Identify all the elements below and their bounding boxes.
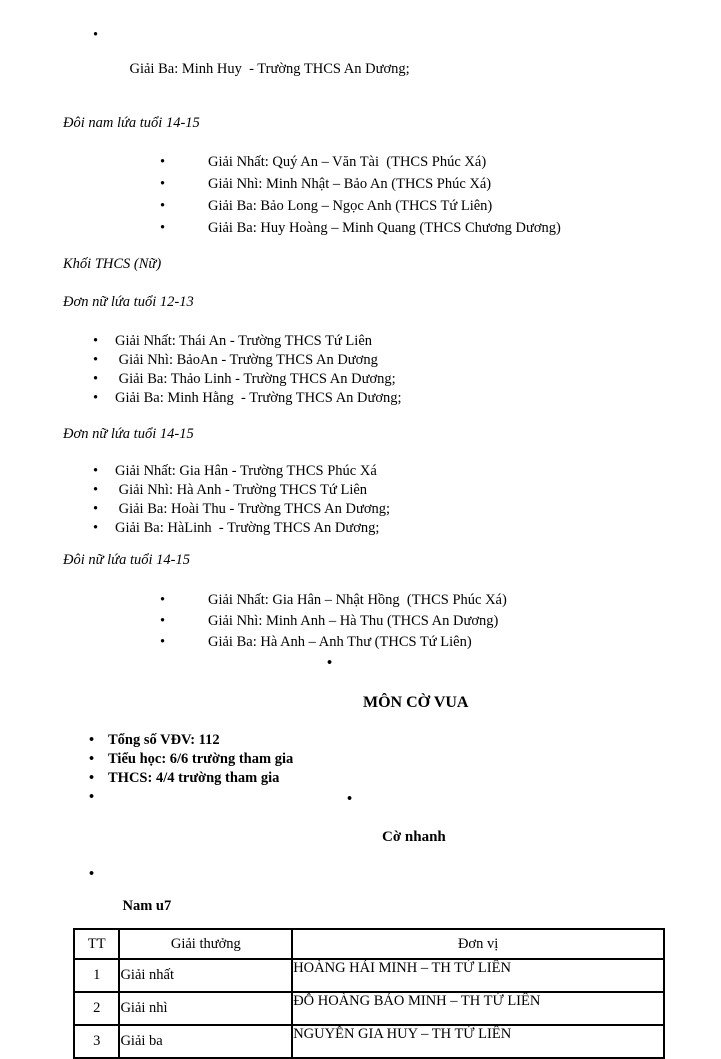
award-item-text: Giải Ba: Thảo Linh - Trường THCS An Dương; bbox=[115, 371, 396, 387]
award-item-text: Giải Nhì: Minh Nhật – Bảo An (THCS Phúc Xá) bbox=[208, 176, 492, 192]
bullet-icon: • bbox=[93, 371, 99, 387]
table-header-unit: Đơn vị bbox=[292, 929, 664, 959]
table-cell-tt: 3 bbox=[74, 1025, 119, 1058]
award-item-text: Giải Ba: Huy Hoàng – Minh Quang (THCS Chương Dương) bbox=[208, 220, 561, 236]
bullet-icon: • bbox=[160, 634, 166, 650]
table-cell-unit: NGUYỄN GIA HUY – TH TỨ LIÊN bbox=[292, 1025, 664, 1058]
award-item bbox=[0, 173, 721, 195]
table-header-tt: TT bbox=[74, 929, 119, 959]
bullet-icon: • bbox=[160, 198, 166, 214]
chess-section-title bbox=[0, 653, 721, 733]
award-item bbox=[0, 389, 721, 408]
bullet-icon: • bbox=[93, 463, 99, 479]
bullet-icon: • bbox=[93, 27, 99, 43]
subsection-title-text: Nam u7 bbox=[122, 898, 172, 914]
section-heading-don-nu-12-13: Đơn nữ lứa tuổi 12-13 bbox=[63, 294, 194, 310]
award-item bbox=[0, 500, 721, 519]
section-heading-doi-nam-14-15: Đôi nam lứa tuổi 14-15 bbox=[63, 115, 200, 131]
bullet-icon: • bbox=[89, 789, 95, 805]
table-cell-prize: Giải nhì bbox=[119, 992, 292, 1025]
table-row bbox=[74, 992, 664, 1025]
summary-item bbox=[0, 769, 721, 788]
bullet-icon: • bbox=[160, 220, 166, 236]
table-header-prize: Giải thưởng bbox=[119, 929, 292, 959]
award-item-text: Giải Ba: Hà Anh – Anh Thư (THCS Tứ Liên) bbox=[208, 634, 472, 650]
summary-item bbox=[0, 731, 721, 750]
award-item-text: Giải Ba: HàLinh - Trường THCS An Dương; bbox=[115, 520, 380, 536]
chess-summary-list bbox=[0, 731, 721, 805]
section-heading-khoi-thcs-nu: Khối THCS (Nữ) bbox=[63, 256, 162, 272]
award-item-text: Giải Nhất: Thái An - Trường THCS Tứ Liên bbox=[115, 333, 373, 349]
bullet-icon: • bbox=[89, 751, 95, 767]
summary-item-text: Tổng số VĐV: 112 bbox=[108, 732, 220, 748]
award-item bbox=[0, 351, 721, 370]
award-item-text: Giải Nhì: Hà Anh - Trường THCS Tứ Liên bbox=[115, 482, 368, 498]
summary-item-text: Tiểu học: 6/6 trường tham gia bbox=[108, 751, 294, 767]
award-item bbox=[0, 217, 721, 239]
bullet-icon: • bbox=[160, 613, 166, 629]
award-item-text: Giải Nhất: Gia Hân – Nhật Hồng (THCS Phúc Xá) bbox=[208, 592, 507, 608]
bullet-icon: • bbox=[93, 390, 99, 406]
award-item bbox=[0, 611, 721, 632]
chess-section-title-text: MÔN CỜ VUA bbox=[363, 694, 469, 711]
section-heading-don-nu-14-15: Đơn nữ lứa tuổi 14-15 bbox=[63, 426, 194, 442]
bullet-icon: • bbox=[347, 791, 353, 807]
award-item bbox=[0, 481, 721, 500]
table-header-row bbox=[74, 929, 664, 959]
award-list-doi-nam bbox=[0, 151, 721, 239]
award-item-text: Giải Ba: Bảo Long – Ngọc Anh (THCS Tứ Liên) bbox=[208, 198, 493, 214]
table-cell-unit: HOÀNG HẢI MINH – TH TỨ LIÊN bbox=[292, 959, 664, 992]
bullet-icon: • bbox=[89, 770, 95, 786]
award-item bbox=[0, 151, 721, 173]
award-item bbox=[0, 370, 721, 389]
table-cell-prize: Giải ba bbox=[119, 1025, 292, 1058]
award-item-text: Giải Nhì: BảoAn - Trường THCS An Dương bbox=[115, 352, 378, 368]
table-row bbox=[74, 959, 664, 992]
table-cell-prize: Giải nhất bbox=[119, 959, 292, 992]
award-item-text: Giải Nhì: Minh Anh – Hà Thu (THCS An Dương) bbox=[208, 613, 499, 629]
award-list-don-nu-14-15 bbox=[0, 462, 721, 538]
results-table bbox=[73, 928, 665, 1059]
summary-item-text: THCS: 4/4 trường tham gia bbox=[108, 770, 280, 786]
award-item bbox=[0, 332, 721, 351]
section-heading-doi-nu-14-15: Đôi nữ lứa tuổi 14-15 bbox=[63, 552, 190, 568]
bullet-icon: • bbox=[160, 176, 166, 192]
subsection-title-co-nhanh bbox=[0, 790, 721, 866]
bullet-icon: • bbox=[93, 333, 99, 349]
award-item bbox=[0, 632, 721, 653]
award-item-text: Giải Ba: Minh Hằng - Trường THCS An Dương; bbox=[115, 390, 402, 406]
award-list-doi-nu-14-15 bbox=[0, 590, 721, 653]
award-item bbox=[0, 590, 721, 611]
bullet-icon: • bbox=[160, 154, 166, 170]
bullet-icon: • bbox=[93, 352, 99, 368]
subsection-title-text: Cờ nhanh bbox=[382, 829, 446, 845]
award-list-don-nu-12-13 bbox=[0, 332, 721, 408]
summary-item bbox=[0, 750, 721, 769]
table-cell-unit: ĐỖ HOÀNG BẢO MINH – TH TỨ LIÊN bbox=[292, 992, 664, 1025]
award-item bbox=[0, 27, 721, 95]
table-cell-tt: 1 bbox=[74, 959, 119, 992]
award-item-text: Giải Ba: Minh Huy - Trường THCS An Dương; bbox=[129, 61, 410, 77]
bullet-icon: • bbox=[93, 520, 99, 536]
award-item bbox=[0, 195, 721, 217]
bullet-icon: • bbox=[89, 866, 95, 882]
bullet-icon: • bbox=[93, 501, 99, 517]
subsection-title-nam-u7 bbox=[0, 866, 721, 930]
bullet-icon: • bbox=[160, 592, 166, 608]
award-item-text: Giải Ba: Hoài Thu - Trường THCS An Dương; bbox=[115, 501, 391, 517]
table-cell-tt: 2 bbox=[74, 992, 119, 1025]
award-item-text: Giải Nhất: Quý An – Văn Tài (THCS Phúc Xá) bbox=[208, 154, 487, 170]
award-item-text: Giải Nhất: Gia Hân - Trường THCS Phúc Xá bbox=[115, 463, 377, 479]
award-item bbox=[0, 519, 721, 538]
bullet-icon: • bbox=[89, 732, 95, 748]
bullet-icon: • bbox=[93, 482, 99, 498]
award-item bbox=[0, 462, 721, 481]
bullet-icon: • bbox=[327, 655, 333, 671]
table-row bbox=[74, 1025, 664, 1058]
